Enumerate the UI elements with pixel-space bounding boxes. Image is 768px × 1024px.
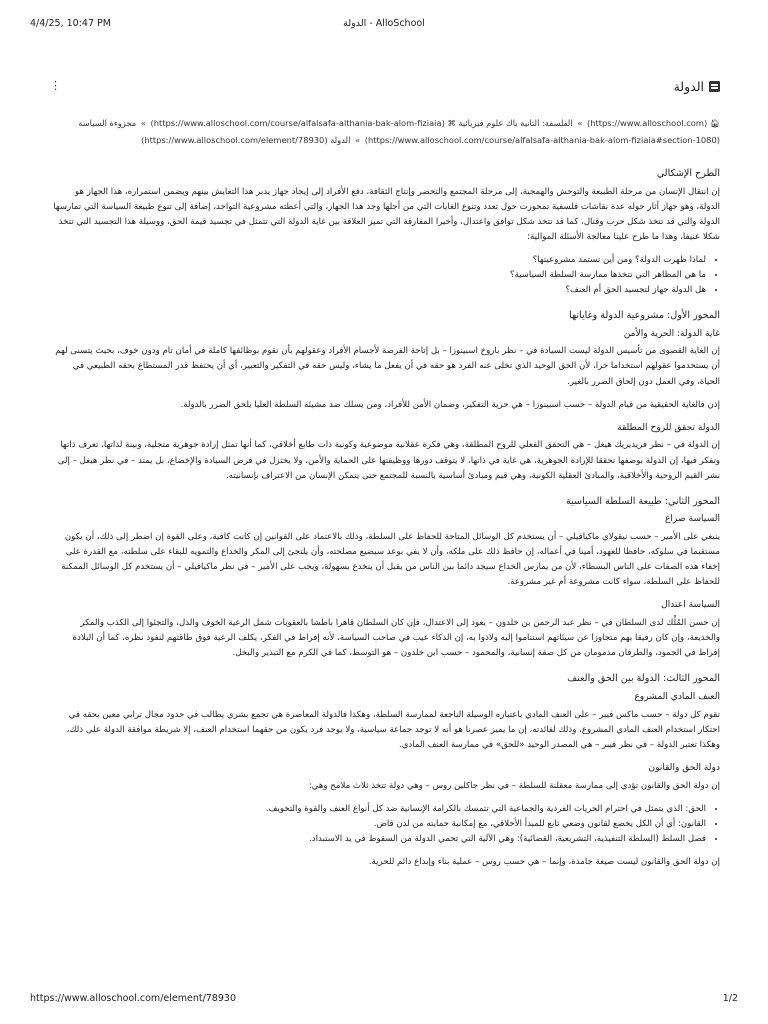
breadcrumb-separator: »	[355, 134, 361, 145]
command-icon: ⌘	[447, 118, 456, 128]
breadcrumb-element-link[interactable]: الدولة	[330, 134, 351, 145]
breadcrumb-separator: »	[577, 118, 583, 128]
home-icon[interactable]: 🏠︎	[709, 119, 720, 128]
subsection-heading: الدولة تحقق للروح المطلقة	[617, 422, 720, 433]
breadcrumb	[50, 115, 720, 148]
paragraph: إن دولة الحق والقانون تؤدي إلى ممارسة معقلنة للسلطة – في نظر جاكلين روس – وهي دولة تتخذ ثلاث ملامح وهي:	[308, 781, 720, 792]
list-item: • لماذا ظهرت الدولة؟ ومن أين تستمد مشروعيتها؟	[50, 253, 706, 268]
breadcrumb-course-url[interactable]: (https://www.alloschool.com/course/alfalsafa-althania-bak-alom-fiziaia)	[150, 118, 445, 128]
breadcrumb-course	[148, 118, 573, 128]
features-list	[50, 802, 720, 847]
subsection-heading: العنف المادي المشروع	[634, 692, 720, 703]
breadcrumb-separator: »	[140, 118, 146, 128]
print-page-number: 1/2	[722, 993, 738, 1004]
section-heading: الطرح الإشكالي	[656, 167, 720, 179]
breadcrumb-section-link[interactable]: مجزوءة السياسة	[78, 118, 137, 128]
breadcrumb-home-link[interactable]: (https://www.alloschool.com)	[587, 118, 708, 128]
paragraph: إن الدولة في – نظر فريديريك هيغل – هي التحقق الفعلي للروح المطلقة، وهي فكرة عقلانية موضوعية وكونية ذات طابع أخلاقي، كما أنها تمثل إرادة جوهرية متجلية، وبينة لذاتها، تعرف ذاتها وتفكر فيها، إن الدولة بوصفها تحققا للإرادة الجوهرية، هي غاية في ذاتها، لا يتوقف دورها ووظيفتها على الحماية والأمن، ولا يختزل في فرض السيادة والإخضاع، بل يمتد – في نظر هيغل – إلى نشر القيم الروحية والأخلاقية، والمبادئ العقلية الكونية، وهي قيم ومبادئ أساسية بالنسبة للمجتمع حتى يتمكن الإنسان من الاعتراف بإنسانيته.	[57, 440, 720, 481]
subsection-heading: السياسة صراع	[664, 514, 720, 525]
paragraph: ينبغي على الأمير – حسب نيقولاي ماكيافيلي – أن يستخدم كل الوسائل المتاحة للحفاظ على السلطة، وذلك بالاعتماد على القوانين إن كانت كافية، وعلى القوة إن اضطر إلى ذلك، أن يكون مستقيما في سلوكه، حافظا للعهود، أمينا في أعماله، إن حافظ ذلك على ملكه، وأن لا يفي بوعد سيضيع مصلحته، وأن يلتجئ إلى المكر والخداع والتمويه للبقاء على سلطته، مع القدرة على إخفاء هذه الصفات على الناس البسطاء، لأن من يمارس الخداع سيجد دائما بين الناس من يقبل أن ينخدع بسهولة، ويجب على الأمير – في نظر ماكيافيلي – أن يستخدم كل الوسائل الممكنة للحفاظ على السلطة، سواء كانت مشروعة أم غير مشروعة.	[61, 532, 720, 588]
paragraph: تقوم كل دولة – حسب ماكس فيبر – على العنف المادي باعتباره الوسيلة الناجعة لممارسة السلطة، وهكذا فالدولة المعاصرة هي تجمع بشري يطالب في حدود مجال ترابي معين بحقه في احتكار استخدام العنف المادي المشروع، وذلك لفائدته، إن ما يميز عصرنا هو أنه لا توجد جماعة سياسية، ولا يوجد فرد يكون من حقهما استخدام العنف، إلا شريطة موافقة الدولة على ذلك، وهكذا تعتبر الدولة – في نظر فيبر – هي المصدر الوحيد «للحق» في ممارسة العنف المادي.	[66, 710, 720, 751]
subsection-heading: دولة الحق والقانون	[648, 763, 720, 774]
section-heading: المحور الثالث: الدولة بين الحق والعنف	[567, 673, 720, 685]
print-url: https://www.alloschool.com/element/78930	[30, 993, 236, 1004]
subsection-heading: غاية الدولة: الحرية والأمن	[623, 328, 720, 339]
article	[50, 70, 720, 878]
section-heading: المحور الأول: مشروعية الدولة وغاياتها	[569, 309, 720, 321]
list-item: • الحق: الذي يتمثل في احترام الحريات الفردية والجماعية التي تتمسك بالكرامة الإنسانية ضد كل أنواع العنف والقوة والتخويف.	[50, 802, 706, 817]
document-icon	[709, 81, 720, 92]
section-heading: المحور الثاني: طبيعة السلطة السياسية	[566, 495, 720, 507]
questions-list	[50, 253, 720, 298]
paragraph: إن دولة الحق والقانون ليست صيغة جامدة، وإنما – هي حسب روس – عملية بناء وإبداع دائم للحرية.	[368, 857, 720, 868]
page-title-text: الدولة	[673, 79, 704, 94]
list-item: • القانون: أي أن الكل يخضع لقانون وضعي تابع للمبدأ الأخلاقي، مع إمكانية حمايته من لدن قاض.	[50, 817, 706, 832]
list-item: • فصل السلط (السلطة التنفيذية، التشريعية، القضائية): وهي الآلية التي تحمي الدولة من السقوط في يد الاستبداد.	[50, 832, 706, 847]
list-item: • هل الدولة جهاز لتجسيد الحق أم العنف؟	[50, 283, 706, 298]
paragraph: إن حسن المُلْك لدى السلطان في – نظر عبد الرحمن بن خلدون – يعود إلى الاعتدال، فإن كان السلطان قاهرا باطشا بالعقوبات شمل الرعية الخوف والذل، والتجئوا إلى الكذب والمكر والخديعة، وإن كان رفيقا بهم متجاوزا عن سيئاتهم استناموا إليه ولاذوا به، إن الذكاء عيب في صاحب السياسة، لأنه إفراط في الفكر، يكلف الرعية فوق طاقتهم لنفوذ نظره، كما أن البلادة إفراط في الجمود، والطرفان مذمومان من كل صفة إنسانية، والمحمود – حسب ابن خلدون – هو التوسط، كما في الكرم مع التبذير والبخل.	[72, 618, 720, 659]
breadcrumb-element-url[interactable]: (https://www.alloschool.com/element/78930)	[141, 134, 328, 145]
subsection-heading: السياسة اعتدال	[661, 600, 720, 611]
paragraph: إذن فالغاية الحقيقية من قيام الدولة – حسب اسبينوزا – هي حرية التفكير، وضمان الأمن للأفراد، ومن يسلك ضد مشيئة السلطة العليا يلحق الضرر بالدولة.	[180, 399, 720, 410]
page-title	[674, 76, 720, 98]
print-date: 4/4/25, 10:47 PM	[30, 18, 111, 29]
more-options-icon[interactable]: ⋮	[50, 79, 61, 92]
paragraph: إن انتقال الإنسان من مرحلة الطبيعة والتوحش والهمجية، إلى مرحلة المجتمع والتحضر وإنتاج الثقافة، دفع الأفراد إلى إيجاد جهاز يدبر هذا التعايش بينهم ويضمن استمراره، هذا الجهاز هو الدولة، وهو جهاز أثار حوله عدة نقاشات فلسفية تمحورت حول تعدد وتنوع الغايات التي من أجلها وجد هذا الجهاز، والتي أعطته مشروعية التواجد، إضافة إلى تنوع طبيعة السياسة التي تمارسها الدولة والتي قد تتخذ شكل حرب وقتال، كما قد تتخذ شكل توافق واعتدال، وأخيرا المفارقة التي تميز العلاقة بين غاية الدولة التي تتمثل في تجسيد قيمة الحق، ووسيلة هذا التجسيد التي تتخذ شكلا عنيفا، وهذا ما طرح علينا معالجة الأسئلة الموالية:	[53, 186, 720, 242]
breadcrumb-course-link[interactable]: الفلسفة: الثانية باك علوم فيزيائية	[458, 118, 573, 128]
title-row	[50, 70, 720, 100]
print-title: الدولة - AlloSchool	[343, 18, 425, 29]
paragraph: إن الغاية القصوى من تأسيس الدولة ليست السيادة في – نظر باروخ اسبينوزا – بل إتاحة الفرصة لأجسام الأفراد وعقولهم بأن تقوم بوظائفها كاملة في أمان تام ودون خوف، بحيث يتسنى لهم أن يستخدموا عقولهم استخداما حرا، لأن الحق الوحيد الذي تخلى عنه الفرد هو حقه في أن يفعل ما يشاء، وليس حقه في التفكير والتعبير، أي أن يحتفظ قدر المستطاع بحقه الطبيعي في الحياة، وفي العمل دون إلحاق الضرر بالغير.	[55, 346, 720, 387]
breadcrumb-section-url[interactable]: (https://www.alloschool.com/course/alfalsafa-althania-bak-alom-fiziaia#section-1080)	[364, 134, 720, 145]
list-item: • ما هي المظاهر التي تتخذها ممارسة السلطة السياسية؟	[50, 268, 706, 283]
print-header	[30, 18, 738, 32]
print-footer	[30, 993, 738, 1007]
